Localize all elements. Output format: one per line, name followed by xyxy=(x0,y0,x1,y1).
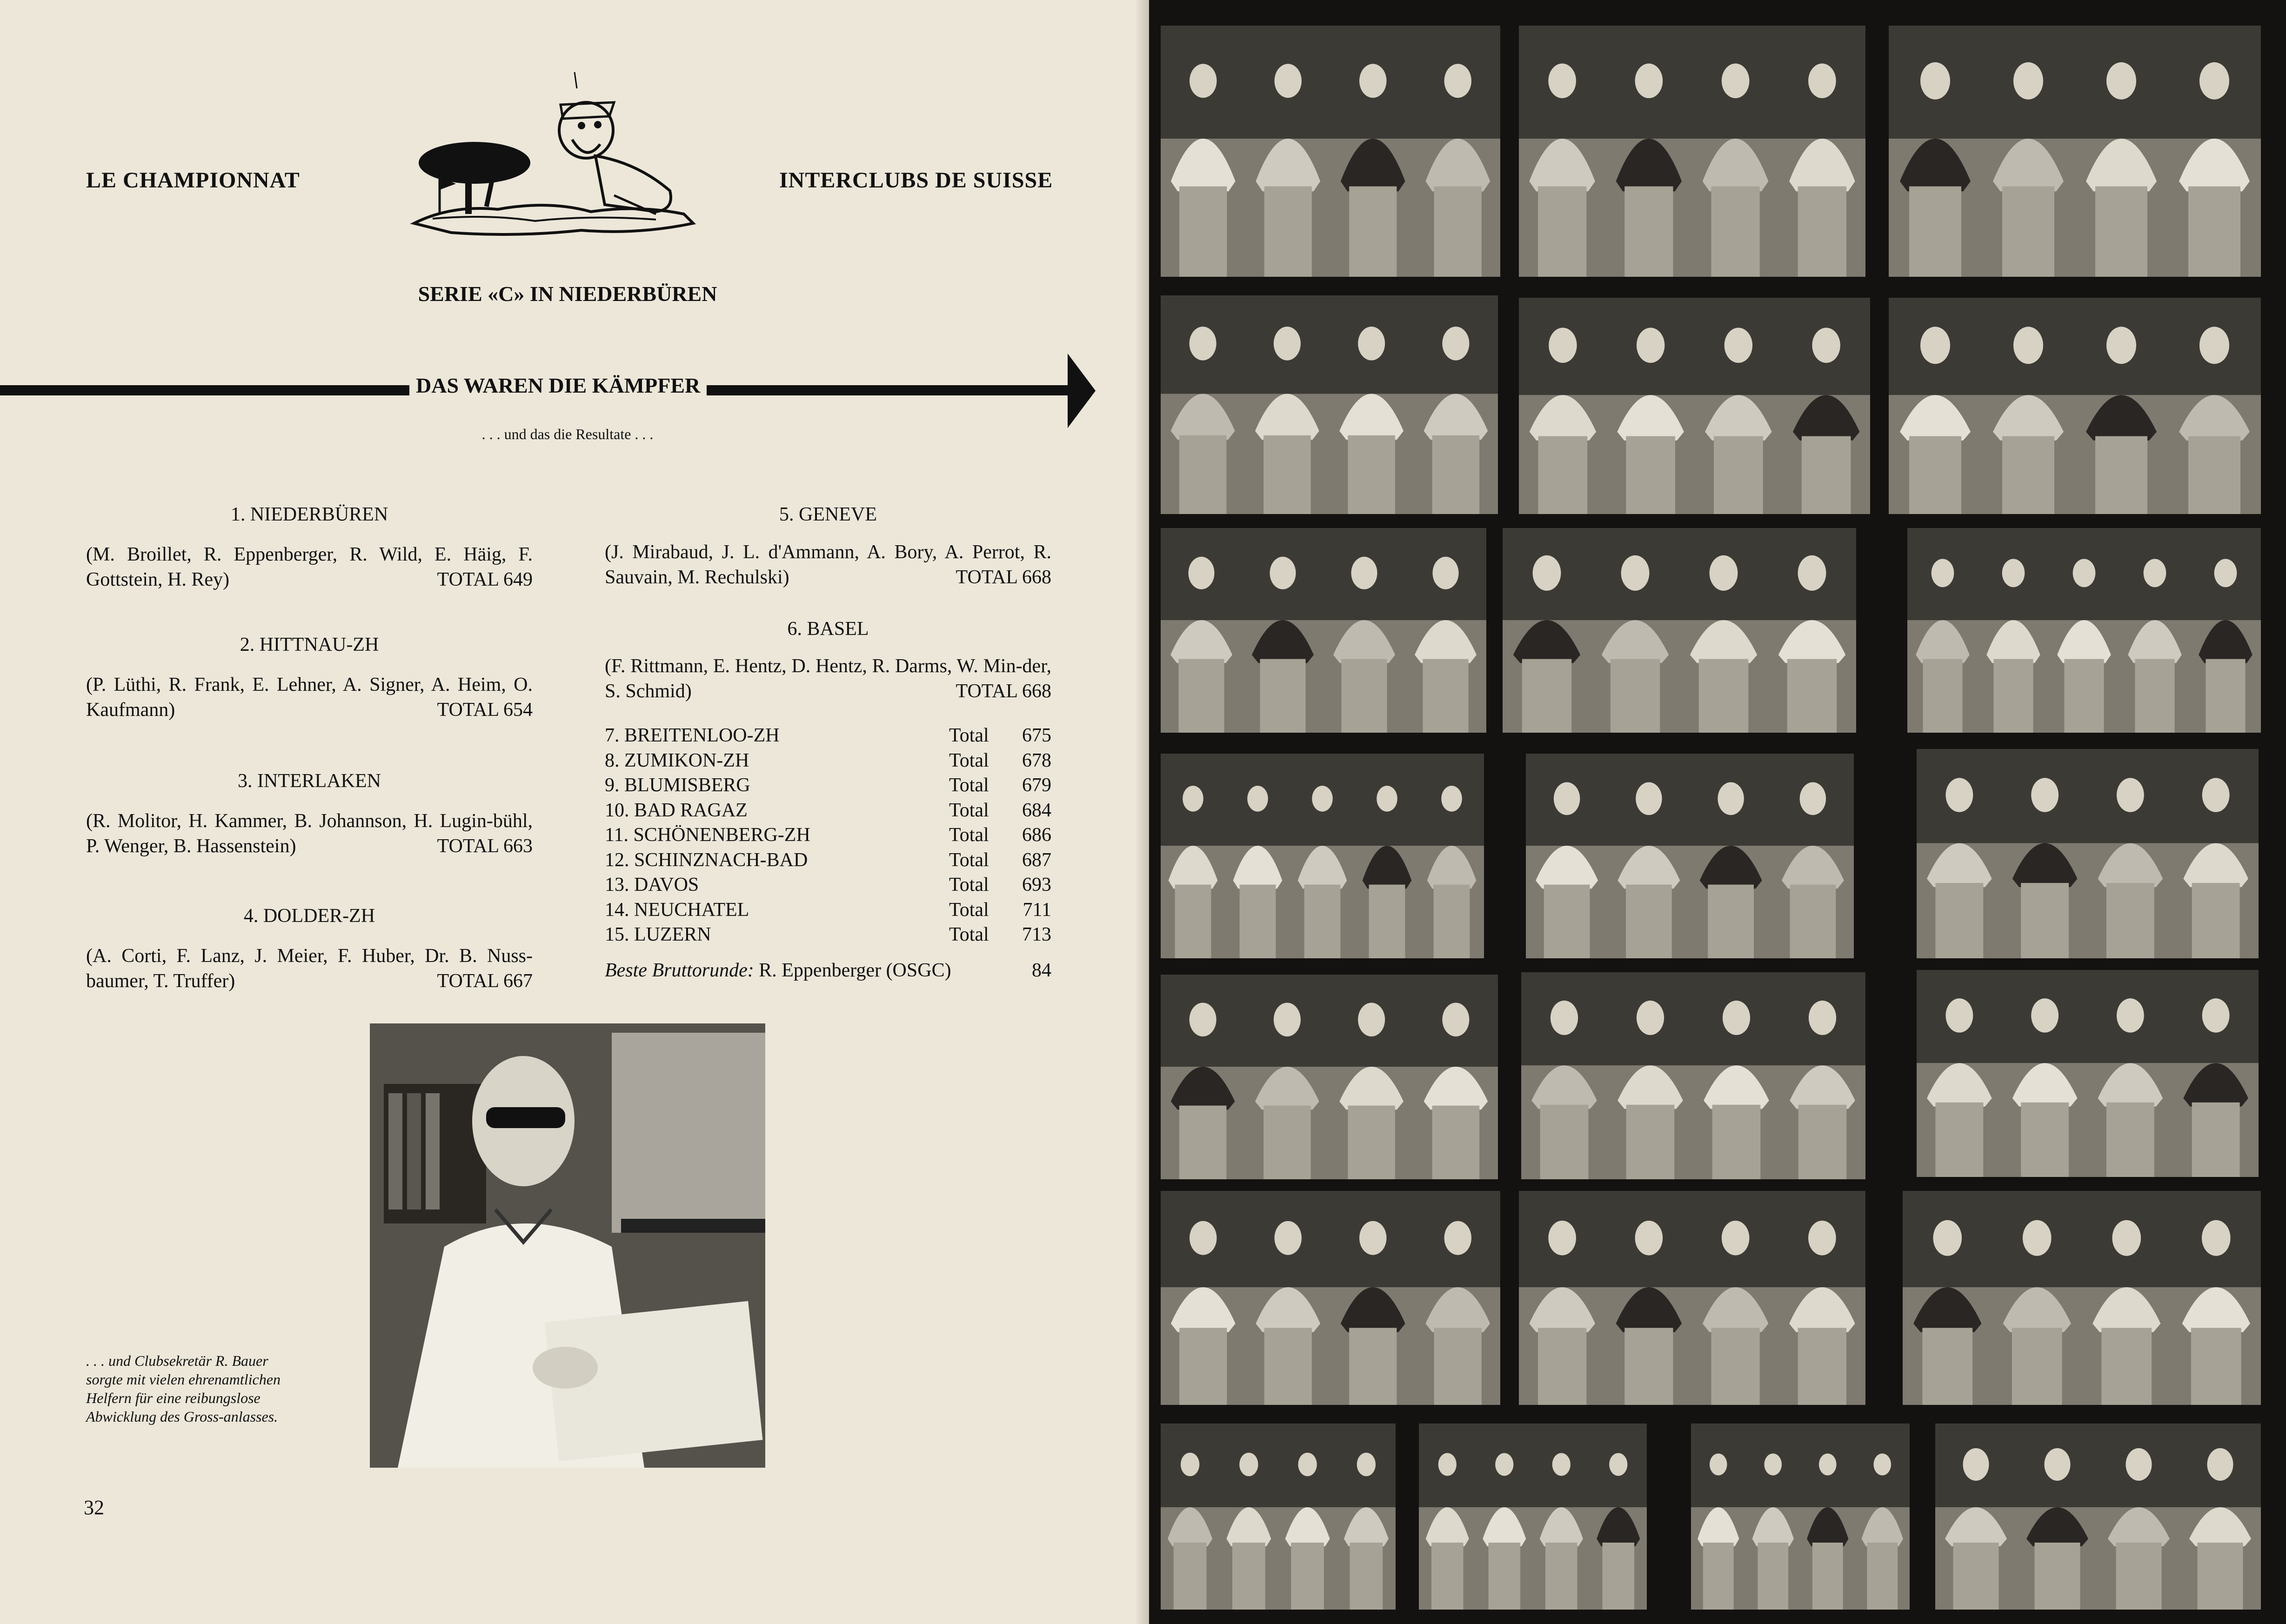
team-total: TOTAL 667 xyxy=(437,970,533,992)
result-score: 711 xyxy=(1023,899,1051,921)
team-players-6 xyxy=(605,654,1051,704)
group-photo xyxy=(1903,1191,2261,1405)
result-total-label: Total xyxy=(949,874,989,896)
team-players-1 xyxy=(86,542,533,592)
group-photo xyxy=(1419,1424,1647,1610)
team-players-text: (A. Corti, F. Lanz, J. Meier, F. Huber, Dr. B. Nuss-baumer, T. Truffer) xyxy=(86,945,533,992)
team-total: TOTAL 668 xyxy=(956,567,1051,588)
group-photo xyxy=(1519,298,1870,514)
team-players-2 xyxy=(86,672,533,722)
result-total-label: Total xyxy=(949,725,989,746)
result-score: 687 xyxy=(1022,849,1051,871)
team-total: TOTAL 654 xyxy=(437,699,533,721)
team-title-1: 1. NIEDERBÜREN xyxy=(230,504,388,525)
team-title-6: 6. BASEL xyxy=(787,618,869,640)
result-club: 14. NEUCHATEL xyxy=(605,899,749,921)
result-score: 678 xyxy=(1022,749,1051,771)
banner-title: DAS WAREN DIE KÄMPFER xyxy=(409,373,707,398)
result-row xyxy=(605,922,1051,948)
group-photo xyxy=(1917,749,2259,958)
group-photo xyxy=(1161,1191,1500,1405)
result-score: 679 xyxy=(1022,775,1051,796)
page-number: 32 xyxy=(84,1496,104,1519)
group-photo xyxy=(1889,298,2261,514)
team-total: TOTAL 668 xyxy=(956,681,1051,702)
group-photo xyxy=(1503,528,1856,733)
team-players-text: (F. Rittmann, E. Hentz, D. Hentz, R. Darms, W. Min-der, S. Schmid) xyxy=(605,655,1051,702)
team-total: TOTAL 663 xyxy=(437,835,533,857)
group-photo xyxy=(1161,1424,1396,1610)
team-players-text: (R. Molitor, H. Kammer, B. Johannson, H. Lugin-bühl, P. Wenger, B. Hassenstein) xyxy=(86,810,533,857)
header-left-title: LE CHAMPIONNAT xyxy=(86,168,300,193)
result-total-label: Total xyxy=(949,775,989,796)
group-photo xyxy=(1161,975,1498,1179)
header-right-title: INTERCLUBS DE SUISSE xyxy=(779,168,1053,193)
golfer-cartoon-illustration xyxy=(395,70,721,247)
result-score: 686 xyxy=(1022,824,1051,846)
group-photo xyxy=(1161,754,1484,958)
result-row xyxy=(605,773,1051,798)
team-total: TOTAL 649 xyxy=(437,569,533,590)
team-players-text: (J. Mirabaud, J. L. d'Ammann, A. Bory, A. Perrot, R. Sauvain, M. Rechulski) xyxy=(605,541,1051,588)
result-score: 693 xyxy=(1022,874,1051,896)
result-row xyxy=(605,823,1051,848)
result-row xyxy=(605,749,1051,774)
result-row xyxy=(605,898,1051,923)
result-club: 12. SCHINZNACH-BAD xyxy=(605,849,808,871)
best-round-score: 84 xyxy=(1032,960,1051,981)
group-photo xyxy=(1161,26,1500,277)
best-round xyxy=(605,959,1051,982)
result-total-label: Total xyxy=(949,799,989,821)
result-row xyxy=(605,723,1051,749)
result-club: 10. BAD RAGAZ xyxy=(605,799,748,821)
result-row xyxy=(605,873,1051,898)
group-photo xyxy=(1161,528,1486,733)
group-photo xyxy=(1907,528,2261,733)
portrait-photo xyxy=(370,1023,765,1468)
result-total-label: Total xyxy=(949,749,989,771)
result-club: 13. DAVOS xyxy=(605,874,699,896)
result-row xyxy=(605,848,1051,873)
result-club: 8. ZUMIKON-ZH xyxy=(605,749,749,771)
group-photo xyxy=(1691,1424,1910,1610)
result-row xyxy=(605,798,1051,823)
team-players-3 xyxy=(86,809,533,859)
group-photo xyxy=(1935,1424,2261,1610)
result-club: 15. LUZERN xyxy=(605,924,711,945)
banner-subtitle: . . . und das die Resultate . . . xyxy=(481,426,654,442)
team-title-3: 3. INTERLAKEN xyxy=(238,770,381,792)
result-club: 11. SCHÖNENBERG-ZH xyxy=(605,824,810,846)
group-photo xyxy=(1519,1191,1865,1405)
team-title-5: 5. GENEVE xyxy=(779,504,877,525)
result-score: 684 xyxy=(1022,799,1051,821)
result-club: 9. BLUMISBERG xyxy=(605,775,750,796)
banner-arrow-shaft xyxy=(1051,385,1070,395)
right-page-photo-grid xyxy=(1149,0,2286,1624)
arrow-right-icon xyxy=(1068,354,1096,428)
team-players-text: (M. Broillet, R. Eppenberger, R. Wild, E. Häig, F. Gottstein, H. Rey) xyxy=(86,544,533,590)
best-round-label: Beste Bruttorunde: xyxy=(605,960,754,981)
result-score: 675 xyxy=(1022,725,1051,746)
results-list xyxy=(605,723,1051,948)
result-total-label: Total xyxy=(949,824,989,846)
group-photo xyxy=(1889,26,2261,277)
team-title-2: 2. HITTNAU-ZH xyxy=(240,634,379,655)
group-photo xyxy=(1521,972,1865,1179)
result-total-label: Total xyxy=(949,849,989,871)
best-round-name: R. Eppenberger (OSGC) xyxy=(759,960,951,981)
subtitle: SERIE «C» IN NIEDERBÜREN xyxy=(418,282,717,306)
group-photo xyxy=(1526,754,1854,958)
team-players-5 xyxy=(605,540,1051,590)
team-players-text: (P. Lüthi, R. Frank, E. Lehner, A. Signer, A. Heim, O. Kaufmann) xyxy=(86,674,533,721)
group-photo xyxy=(1161,295,1498,514)
group-photo xyxy=(1917,970,2259,1177)
result-club: 7. BREITENLOO-ZH xyxy=(605,725,780,746)
photo-caption: . . . und Clubsekretär R. Bauer sorgte mit vielen ehrenamtlichen Helfern für eine reibungslose Abwicklung des Gross-anlasses. xyxy=(86,1352,281,1425)
group-photo xyxy=(1519,26,1865,277)
team-players-4 xyxy=(86,943,533,994)
team-title-4: 4. DOLDER-ZH xyxy=(243,905,375,927)
result-score: 713 xyxy=(1022,924,1051,945)
result-total-label: Total xyxy=(949,899,989,921)
result-total-label: Total xyxy=(949,924,989,945)
